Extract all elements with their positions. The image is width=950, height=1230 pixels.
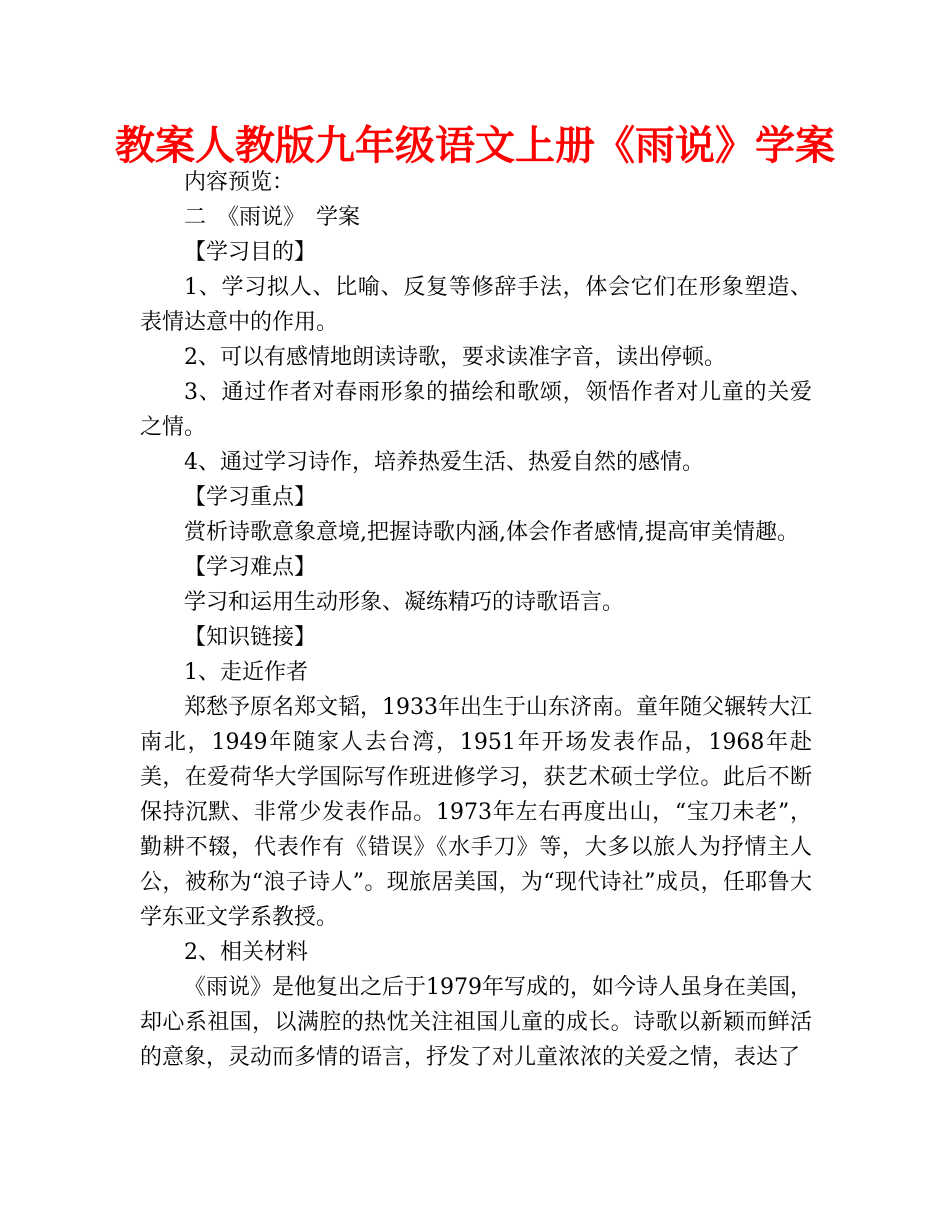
section-heading-difficulties: 【学习难点】 [184,555,317,580]
difficulties-text: 学习和运用生动形象、凝练精巧的诗歌语言。 [184,590,625,615]
lesson-heading: 二 《雨说》 学案 [184,205,361,230]
objective-item: 4、通过学习诗作，培养热爱生活、热爱自然的感情。 [184,450,704,475]
objective-item: 2、可以有感情地朗读诗歌，要求读准字音，读出停顿。 [184,345,726,370]
subheading-author: 1、走近作者 [184,660,308,685]
section-heading-knowledge-links: 【知识链接】 [184,625,317,650]
subheading-materials: 2、相关材料 [184,940,308,965]
document-body [140,165,812,1075]
author-paragraph: 郑愁予原名郑文韬，1933年出生于山东济南。童年随父辗转大江南北，1949年随家人去台湾，1951年开场发表作品，1968年赴美，在爱荷华大学国际写作班进修学习，获艺术硕士学位。此后不断保持沉默、非常少发表作品。1973年左右再度出山，“宝刀未老”，勤耕不辍，代表作有《错误》《水手刀》等，大多以旅人为抒情主人公，被称为“浪子诗人”。现旅居美国，为“现代诗社”成员，任耶鲁大学东亚文学系教授。 [140,695,813,930]
document-title: 教案人教版九年级语文上册《雨说》学案 [115,123,835,169]
section-heading-key-points: 【学习重点】 [184,485,317,510]
objective-item: 3、通过作者对春雨形象的描绘和歌颂，领悟作者对儿童的关爱之情。 [140,380,812,440]
preview-label: 内容预览： [184,170,295,195]
section-heading-objectives: 【学习目的】 [184,240,317,265]
key-points-text: 赏析诗歌意象意境,把握诗歌内涵,体会作者感情,提高审美情趣。 [184,520,799,545]
materials-paragraph: 《雨说》是他复出之后于1979年写成的，如今诗人虽身在美国，却心系祖国，以满腔的热忱关注祖国儿童的成长。诗歌以新颖而鲜活的意象，灵动而多情的语言，抒发了对儿童浓浓的关爱之情，表达了 [140,975,812,1070]
objective-item: 1、学习拟人、比喻、反复等修辞手法，体会它们在形象塑造、表情达意中的作用。 [140,275,812,335]
